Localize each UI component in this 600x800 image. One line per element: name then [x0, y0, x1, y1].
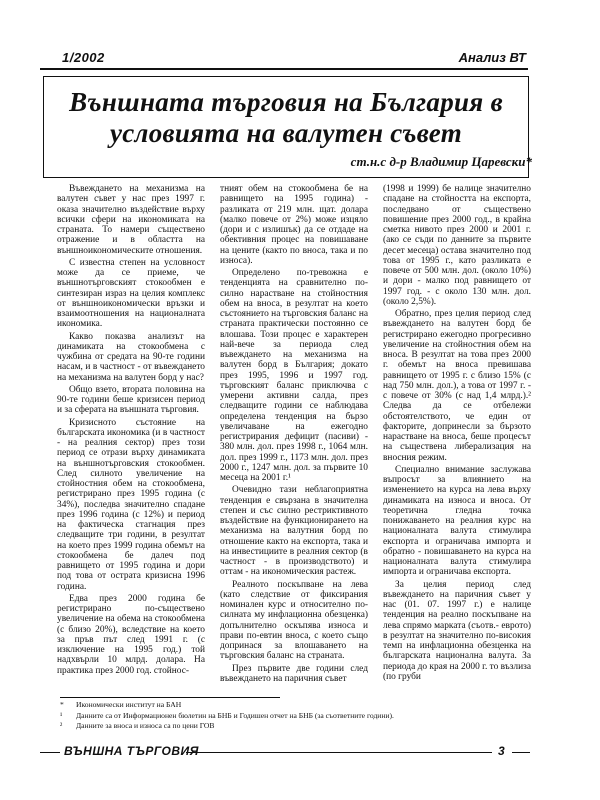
section-name: Анализ ВТ	[458, 50, 526, 65]
footnote	[60, 721, 530, 732]
paragraph: Едва през 2000 година бе регистрирано по-съществено увеличение на обема на стокообмена (с близо 20%), вследствие на което за пръв път след 1991 г. (с изключение на 1995 год.) той надхвърли 10 млрд. долара. На практика през 2000 год. стойнос-	[57, 593, 205, 676]
article-title: Външната търговия на България в условията на валутен съвет	[69, 87, 503, 148]
paragraph: Реалното поскъпване на лева (като следствие от фиксирания номинален курс и относително по-силната му инфлационна обезценка) допълнително оскъпява износа и прави по-евтин вноса, с което също допринася за влошаването на търговския баланс на страната.	[220, 579, 368, 662]
paragraph: С известна степен на условност може да се приеме, че външнотърговският стокообмен е синтезиран израз на целия комплекс от външноикономически връзки и взаимоотношения на националната икономика.	[57, 257, 205, 330]
page-number: 3	[498, 744, 505, 758]
footnote-mark: ¹	[60, 710, 63, 720]
author-footnote-mark: *	[525, 154, 532, 169]
footer-rule-left	[40, 752, 60, 753]
paragraph: За целия период след въвеждането на паричния съвет у нас (01. 07. 1997 г.) е налице тенденция на реално поскъпване на лева спрямо марката (съотв.- еврото) в резултат на значително по-високия темп на инфлационна обезценка на българската национална валута. За периода до края на 2000 г. то възлиза (по груби	[383, 579, 531, 682]
footnote-text: Икономически институт на БАН	[76, 700, 182, 709]
footnote	[60, 700, 530, 711]
footnote-mark: *	[60, 700, 64, 709]
author-line	[351, 154, 532, 170]
footnotes-divider	[60, 697, 280, 698]
footnote	[60, 711, 530, 722]
paragraph: През първите две години след въвеждането на паричния съвет	[220, 663, 368, 684]
footer-rule-middle	[186, 752, 492, 753]
header-rule	[40, 68, 528, 70]
issue-number: 1/2002	[62, 50, 105, 65]
article-body	[57, 184, 531, 694]
author-name: ст.н.с д-р Владимир Царевски	[350, 154, 526, 169]
paragraph: Кризисното състояние на българската икономика (и в частност - на реалния сектор) през този период се отрази върху динамиката на външнотърговския стокообмен. След силното увеличение на стойностния обем на стокообмена, регистрирано през 1995 година (с 34%), последва значително спадане през 1996 година (с 12%) и период на фактическа стагнация през следващите три години, в резултат на което през 1999 година обемът на стокообмена бе далеч под равнището от 1995 година и дори под това от острата кризисна 1996 година.	[57, 417, 205, 592]
paragraph: Какво показва анализът на динамиката на стокообмена с чужбина от средата на 90-те години насам, и в частност - от въвеждането на механизма на валутен борд у нас?	[57, 331, 205, 383]
paragraph: тният обем на стокообмена бе на равнището на 1995 година) - разликата от 219 млн. щат. долара (малко повече от 2%) може изцяло (дори и с излишък) да се отдаде на обективния процес на повишаване на цените (както по вноса, така и по износа).	[220, 184, 368, 266]
footnote-text: Данните са от Информационен бюлетин на БНБ и Годишен отчет на БНБ (за съответните години).	[76, 710, 394, 720]
text-column-3	[383, 184, 531, 694]
paragraph: Определено по-тревожна е тенденцията на сравнително по-силно нарастване на стойностния обем на вноса, в резултат на което състоянието на търговския баланс на страната практически постоянно се влошава. Този процес е характерен най-вече за периода след въвеждането на механизма на валутен борд в България; докато през 1995, 1996 и 1997 год. търговският баланс приключва с умерени активни салда, през следващите години се наблюдава определена тенденция на бързо увеличаване на ежегодно регистрирания дефицит (пасиви) - 380 млн. дол. през 1998 г., 1064 млн. дол. през 1999 г., 1173 млн. дол. през 2000 г., 1247 млн. дол. за първите 10 месеца на 2001 г.¹	[220, 268, 368, 483]
journal-name: ВЪНШНА ТЪРГОВИЯ	[64, 744, 199, 758]
paragraph: (1998 и 1999) бе налице значително спадане на стойността на експорта, последвано от съществено повишение през 2000 год., в крайна сметка нивото през 2000 и 2001 г. (ако се съди по данните за първите десет месеца) остава значително под това от 1995 г., като разликата е повече от 500 млн. дол. (около 10%) и дори - малко под равнището от 1997 год. - с около 130 млн. дол. (около 2,5%).	[383, 184, 531, 307]
text-column-1	[57, 184, 205, 694]
footnotes	[60, 700, 530, 732]
paragraph: Въвеждането на механизма на валутен съвет у нас през 1997 г. оказа значително въздействие върху всички сфери на икономиката на страната. То намери съществено отражение и в областта на външноикономическите отношения.	[57, 184, 205, 256]
paragraph: Обратно, през целия период след въвеждането на валутен борд бе регистрирано ежегодно прогресивно увеличение на стойностния обем на вноса. В резултат на това през 2000 г. обемът на вноса превишава равнището от 1995 г. с близо 15% (с над 750 млн. дол.), а това от 1997 г. - с повече от 30% (с над 1,4 млрд.).² Следва да се отбележи обстоятелството, че един от факторите, допринесли за бързото нарастване на вноса, беше процесът на съществена либерализация на вносния режим.	[383, 309, 531, 463]
text-column-2	[220, 184, 368, 694]
footer-rule-right	[512, 752, 530, 753]
paragraph: Общо взето, втората половина на 90-те години беше кризисен период и за сферата на външната търговия.	[57, 384, 205, 416]
page-header	[40, 50, 526, 66]
footnote-mark: ²	[60, 721, 63, 731]
paragraph: Специално внимание заслужава въпросът за влиянието на изменението на курса на лева върху динамиката на износа и вноса. От теоретична гледна точка понижаването на реалния курс на националната валута стимулира експорта и ограничава импорта и обратно - повишаването на курса на националната валута стимулира импорта и ограничава експорта.	[383, 464, 531, 578]
page-footer	[40, 744, 530, 760]
footnote-text: Данните за вноса и износа са по цени ГОВ	[76, 721, 215, 731]
paragraph: Очевидно тази неблагоприятна тенденция е свързана в значителна степен и със силно рестриктивното въздействие на функционирането на механизма на валутния борд по отношение както на експорта, така и на инвестициите в реалния сектор (в частност - в производството) и оттам - на икономическия растеж.	[220, 485, 368, 578]
